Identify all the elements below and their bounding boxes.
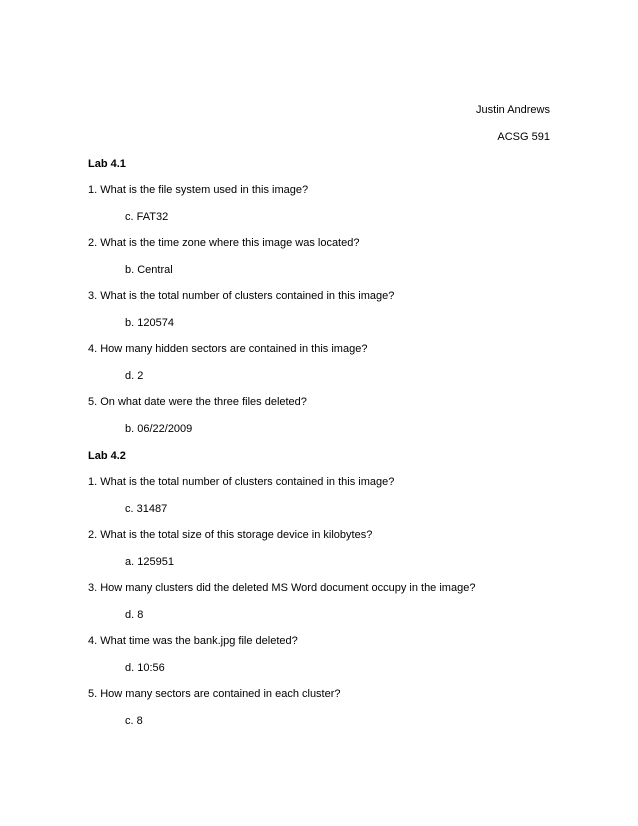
answer-4-1-2: b. Central — [125, 264, 173, 276]
question-4-2-2: 2. What is the total size of this storage device in kilobytes? — [88, 529, 373, 541]
question-4-1-4: 4. How many hidden sectors are contained in this image? — [88, 343, 368, 355]
question-4-1-3: 3. What is the total number of clusters contained in this image? — [88, 290, 395, 302]
question-4-2-5: 5. How many sectors are contained in each cluster? — [88, 688, 341, 700]
course-code: ACSG 591 — [497, 131, 550, 143]
answer-4-2-3: d. 8 — [125, 609, 144, 621]
answer-4-2-2: a. 125951 — [125, 556, 174, 568]
section-heading-lab-4-1: Lab 4.1 — [88, 158, 126, 170]
question-4-1-1: 1. What is the file system used in this image? — [88, 184, 309, 196]
question-4-2-1: 1. What is the total number of clusters contained in this image? — [88, 476, 395, 488]
author-name: Justin Andrews — [476, 104, 550, 116]
question-4-1-2: 2. What is the time zone where this image was located? — [88, 237, 360, 249]
answer-4-1-4: d. 2 — [125, 370, 144, 382]
answer-4-1-3: b. 120574 — [125, 317, 174, 329]
answer-4-1-5: b. 06/22/2009 — [125, 423, 193, 435]
section-heading-lab-4-2: Lab 4.2 — [88, 450, 126, 462]
answer-4-2-4: d. 10:56 — [125, 662, 165, 674]
answer-4-1-1: c. FAT32 — [125, 211, 169, 223]
question-4-2-4: 4. What time was the bank.jpg file deleted? — [88, 635, 298, 647]
answer-4-2-1: c. 31487 — [125, 503, 168, 515]
question-4-2-3: 3. How many clusters did the deleted MS Word document occupy in the image? — [88, 582, 476, 594]
answer-4-2-5: c. 8 — [125, 715, 143, 727]
question-4-1-5: 5. On what date were the three files deleted? — [88, 396, 307, 408]
